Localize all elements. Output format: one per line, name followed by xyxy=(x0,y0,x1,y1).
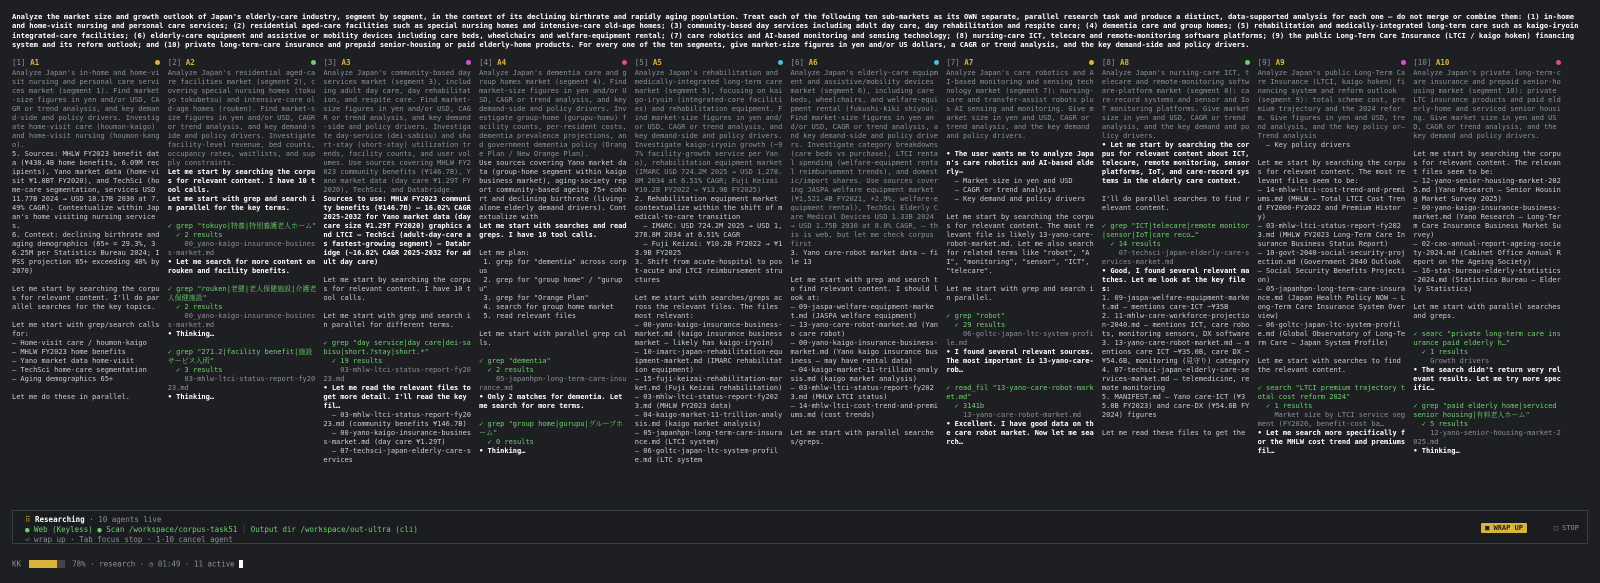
tool-call: ✓ grep "dementia" xyxy=(479,357,551,365)
tool-result-file: 03-mhlw-ltci-status-report-fy2023.md xyxy=(323,366,471,383)
log-text: 2. Rehabilitation equipment market contextualize within the shift of medical-to-care transition – IMARC: USD 724.2M 2025 → USD 1,278.8M 2034 at 6.51% CAGR – Fuji Keizai: ¥10.2B FY2022 → ¥13.9B FY2025 3. Shift from acute-hospital to post-acute and LTCI reimbursement structures xyxy=(634,195,783,284)
agent-log xyxy=(791,69,941,485)
log-text: Let me start by searching the corpus for relevant content. The most relevant files seem to be: – 14-mhlw-ltci-cost-trend-and-premiums.md (MHLW – Total LTCI Cost Trend FY2000-FY2022 and Premium History) – 03-mhlw-ltci-status-report-fy2023.md (MHLW FY2023 Long-Term Care Insurance Business Status Report) – 10-govt-2040-social-security-projection.md (Government 2040 Outlook – Social Security Benefits Projection) – 05-japanhpn-long-term-care-insurance.md (Japan Health Policy NOW – Long-Term Care Insurance System Overview) – 06-goltc-japan-ltc-system-profile.md (Global Observatory of Long-Term Care – Japan System Profile) xyxy=(1257,159,1406,347)
agent-log xyxy=(635,69,785,485)
log-spacer xyxy=(1102,420,1252,429)
task-description: Analyze Japan's private long-term-care insurance and prepaid senior-housing market (segment 10): private LTC insurance products and paid elderly-home and serviced senior housing. Give market size in yen and USD, CAGR or trend analysis, and the key demand and policy drivers. xyxy=(1413,69,1561,140)
log-spacer xyxy=(479,321,629,330)
log-text: Let me start with parallel searches/greps. xyxy=(790,429,934,446)
log-spacer xyxy=(1102,213,1252,222)
tool-call: ✓ search "LTCI premium trajectory total cost reform 2024" xyxy=(1257,384,1406,401)
log-message: • Let me search for more content on rouken and facility benefits. xyxy=(167,258,320,275)
agent-index: [4] xyxy=(479,58,493,67)
tool-result-file: 12-yano-senior-housing-market-2025.md xyxy=(1413,429,1561,446)
divider: │ xyxy=(241,525,247,534)
agent-log xyxy=(12,69,162,485)
status-line-1 xyxy=(25,515,161,524)
agent-column[interactable] xyxy=(1413,58,1566,486)
tool-result-count: ✓ 2 results xyxy=(479,366,534,374)
status-panel xyxy=(12,510,1588,544)
log-text: 1. 09-jaspa-welfare-equipment-market.md – mentions care-ICT ~¥35B 2. 11-mhlw-care-workforce-projection-2040.md – mentions ICT, care robots, monitoring sensors, DX software 3. 13-yano-care-robot-market.md – mentions care ICT ~¥35.0B, care DX ~¥54.6B, monitoring (見守り) category 4. 07-techsci-japan-elderly-care-services-market.md – telemedicine, remote monitoring 5. MANIFEST.md – Yano care-ICT (¥35.0B FY2023) and care-DX (¥54.6B FY2024) figures xyxy=(1101,294,1250,419)
tool-result-count: ✓ 19 results xyxy=(323,357,383,365)
log-spacer xyxy=(168,339,318,348)
log-spacer xyxy=(946,303,1096,312)
log-message: • Excellent. I have good data on the care robot market. Now let me search… xyxy=(946,420,1094,446)
log-spacer xyxy=(1413,141,1563,150)
tool-result-count: ✓ 29 results xyxy=(946,321,1006,329)
log-spacer xyxy=(12,384,162,393)
task-description: Analyze Japan's public Long-Term Care Insurance (LTCI, kaigo hoken) financing system and reform outlook (segment 9): total scheme cost, premium trajectory and the 2024 reform. Give figures in yen and USD, trend analysis, and the key policy or– Trend analysis xyxy=(1257,69,1410,140)
log-spacer xyxy=(635,285,785,294)
tool-call: ✓ grep "tokuyo|特養|特別養護老人ホーム" xyxy=(167,222,317,230)
agent-log xyxy=(1258,69,1408,485)
log-spacer xyxy=(479,240,629,249)
agent-header[interactable] xyxy=(791,58,941,69)
log-spacer xyxy=(168,276,318,285)
agent-header[interactable] xyxy=(946,58,1096,69)
tool-result-count: ✓ 3 results xyxy=(167,366,223,374)
log-text: 3. Yano care-robot market data – file 13 xyxy=(790,249,939,266)
agent-name: A4 xyxy=(497,58,507,67)
log-text: Let me do these in parallel. xyxy=(12,393,131,401)
user-prompt: Analyze the market size and growth outlook of Japan's elderly-care industry, segment by segment, in the context of its declining birthrate and rapidly aging population. Treat each of the following ten sub-markets as its OWN separate, parallel research task and produce a distinct, data-supported analysis for each one — do not merge or combine them: (1) in-home and home-visit nursing and personal care services; (2) residential aged-care facilities such as special nursing homes and intensive-care old-age homes; (3) community-based day services including adult day care, day rehabilitation and respite care; (4) dementia care and group homes; (5) rehabilitation and medically-integrated long-term care such as kaigo-iryoin integrated-care facilities; (6) elderly-care equipment and assistive or mobility devices including care beds, wheelchairs and welfare-equipment rental; (7) care robotics and AI-based monitoring and sensing technology; (8) nursing-care ICT, telecare and remote-monitoring software platforms; (9) the public Long-Term Care Insurance (LTCI / kaigo hoken) financing system and its reform outlook; and (10) private long-term-care insurance and prepaid senior-housing or paid elderly-home products. For every one of the ten segments, give market-size figures in yen and/or US dollars, a CAGR or trend analysis, and the key demand-side and policy drivers. xyxy=(12,12,1579,50)
agent-log xyxy=(946,69,1096,485)
tool-result-file: 00_yano-kaigo-insurance-business-market.md xyxy=(167,240,316,257)
tool-call: ✓ grep "robot" xyxy=(946,312,1006,320)
spinner-icon: ⠿ xyxy=(25,515,31,524)
tool-call: ✓ grep "rouken|老健|老人保健施設|介護老人保健施設" xyxy=(167,285,317,302)
agent-index: [9] xyxy=(1257,58,1272,67)
task-description: Analyze Japan's care robotics and AI-based monitoring and sensing technology market (segment 7): nursing-care and transfer-assist robots plus AI sensing and monitoring. Give market size in yen and USD, CAGR or trend analysis, and the key demand and policy drivers. xyxy=(946,69,1094,140)
tool-result-count: ✓ 2 results xyxy=(167,231,223,239)
thinking-indicator: • Thinking… xyxy=(1413,447,1460,455)
log-spacer xyxy=(323,303,473,312)
tool-result-count: ✓ 2 results xyxy=(167,303,223,311)
agent-log xyxy=(1102,69,1252,485)
log-spacer xyxy=(946,204,1096,213)
log-text: Use sources covering Yano market data (group-home segment within kaigo business market), aging-society report community-based ageing 75+ cohort and declining birthrate (living-alone elderly demand drivers). Contextualize with xyxy=(479,159,631,221)
status-line-2 xyxy=(25,525,418,534)
status-dot-icon xyxy=(466,60,471,65)
agent-index: [8] xyxy=(1101,58,1116,67)
task-description: Analyze Japan's nursing-care ICT, telecare and remote-monitoring software-platform market (segment 8): care-record systems and sensor and IoT monitoring platforms. Give market size in yen and USD, CAGR or trend analysis, and the key demand and policy drivers. xyxy=(1101,69,1254,140)
tool-call: ✓ grep "271.2|facility benefit|施設サービス入所" xyxy=(167,348,313,365)
agent-name: A6 xyxy=(808,58,818,67)
tool-result-file: 07-techsci-japan-elderly-care-services-market.md xyxy=(1101,249,1250,266)
log-spacer xyxy=(946,375,1096,384)
log-text: Let me start with parallel grep calls. xyxy=(479,330,627,347)
context-progress-bar xyxy=(29,560,65,568)
log-text: Let me start with parallel searches and greps. xyxy=(1413,303,1566,320)
log-text: Let me start with grep and search to find relevant content. I should look at: – 09-jaspa-welfare-equipment-market.md (JASPA welfare equipment) – 13-yano-care-robot-market.md (Yano care robot) – 00-yano-kaigo-insurance-business-market.md (Yano kaigo insurance business – may have rental data) – 04-kaigo-market-11-trillion-analysis.md (kaigo market analysis) – 03-mhlw-ltci-status-report-fy2023.md (MHLW LTCI status) – 14-mhlw-ltci-cost-trend-and-premiums.md (cost trends) xyxy=(790,276,939,419)
context-percent: 78% xyxy=(72,559,86,569)
web-indicator: ● Web (Keyless) xyxy=(25,525,93,534)
log-message: • The user wants me to analyze Japan's care robotics and AI-based elderly– xyxy=(946,150,1094,176)
agent-log xyxy=(479,69,629,485)
context-progress-fill xyxy=(29,560,57,568)
agent-header[interactable] xyxy=(323,58,473,69)
agent-header[interactable] xyxy=(635,58,785,69)
log-text: Let me start with searches/greps across the relevant files. The files most relevant: – 00-yano-kaigo-insurance-business-market.md (kaigo insurance business market – likely has kaigo-iryoin) – 10-imarc-japan-rehabilitation-equipment-market.md (IMARC rehabilitation equipment) – 15-fuji-keizai-rehabilitation-market.md (Fuji Keizai rehabilitation) – 03-mhlw-ltci-status-report-fy2023.md (MHLW FY2023 data) – 04-kaigo-market-11-trillion-analysis.md (kaigo market analysis) – 05-japanhpn-long-term-care-insurance.md (LTCI system) – 06-goltc-japan-ltc-system-profile.md (LTC system xyxy=(634,294,783,464)
tool-call: ✓ searc "private long-term care insurance paid elderly h…" xyxy=(1413,330,1561,347)
tool-result-count: ✓ 3141b xyxy=(946,402,985,410)
agent-index: [5] xyxy=(634,58,649,67)
keyboard-hints: ⏎ wrap up · Tab focus stop · 1-10 cancel agent xyxy=(25,535,233,544)
tool-result-count: ✓ 5 results xyxy=(1413,420,1469,428)
agent-header[interactable] xyxy=(1258,58,1408,69)
agent-name: A8 xyxy=(1119,58,1129,67)
agent-column[interactable] xyxy=(12,58,162,486)
status-dot-icon xyxy=(1245,60,1250,65)
agents-live-count: · 10 agents live xyxy=(89,515,162,524)
log-spacer xyxy=(12,276,162,285)
tool-call: ✓ grep "ICT|telecare|remote monitor|sensor|IoT|care reco…" xyxy=(1101,222,1250,239)
agent-column[interactable] xyxy=(168,58,318,486)
agent-columns xyxy=(12,58,1588,488)
tool-result-count: ✓ 1 results xyxy=(1257,402,1313,410)
log-text: I'll do parallel searches to find relevant content. xyxy=(1101,195,1250,212)
agent-index: [1] xyxy=(12,58,26,67)
status-dot-icon xyxy=(155,60,160,65)
tool-call: ✓ read_fil "13-yano-care-robot-market.md" xyxy=(946,384,1094,401)
log-message: • Let me start by searching the corpus for relevant content about ICT, telecare, remote monitoring, sensor platforms, IoT, and care-record systems in the elderly care context. xyxy=(1101,141,1254,185)
agent-header[interactable] xyxy=(12,58,162,69)
log-text: Let me start by searching the corpus for relevant content. I'll do parallel searches for the key topics. xyxy=(12,285,160,311)
status-dot-icon xyxy=(1401,60,1406,65)
log-message: • Good, I found several relevant matches. Let me look at the key files: xyxy=(1101,267,1250,293)
status-dot-icon xyxy=(778,60,783,65)
agent-log xyxy=(168,69,318,485)
log-text: Let me plan: 1. grep for "dementia" across corpus 2. grep for "group home" / "gurupu" 3. grep for "Orange Plan" 4. search for group home market 5. read relevant files xyxy=(479,249,627,320)
log-message: Let me start with grep and search in parallel for the key terms. xyxy=(167,195,316,212)
agent-log xyxy=(1413,69,1566,485)
agent-column[interactable] xyxy=(1102,58,1252,486)
task-description: Analyze Japan's elderly-care equipment and assistive/mobility devices market (segment 6), including care beds, wheelchairs, and welfare-equipment rental (fukushi-kiki shiyou). Find market-size figures in yen and/or USD, CAGR or trend analysis, and key demand-side and policy drivers. Investigate category breakdowns (care beds vs purchase), LTCI rental spending (welfare-equipment rental reimbursement trends), and domestic/import shares. Use sources covering JASPA welfare equipment market (¥1,521.4B FY2021, +2.9%, welfare-equipment rental), TechSci Elderly Care Medical Devices USD 1.33B 2024 → USD 1.75B 2030 at 8.0% CAGR, – this is web, but let me check corpus first xyxy=(790,69,943,248)
status-dot-icon xyxy=(622,60,627,65)
agent-log xyxy=(323,69,476,485)
log-text: Let me start by searching the corpus for relevant content. The relevant files seem to be: – 12-yano-senior-housing-market-2025.md (Yano Research – Senior Housing Market Survey 2025) – 00-yano-kaigo-insurance-business-market.md (Yano Research – Long-Term Care Insurance Business Market Survey) – 02-cao-annual-report-ageing-society-2024.md (Cabinet Office Annual Report on the Ageing Society) – 16-stat-bureau-elderly-statistics-2024.md (Statistics Bureau – Elderly Statistics) xyxy=(1413,150,1561,293)
status-dot-icon xyxy=(1089,60,1094,65)
log-spacer xyxy=(946,276,1096,285)
task-description: Analyze Japan's rehabilitation and medically-integrated long-term care market (segment 5), focusing on kaigo-iryoin (integrated-care facilities) and rehabilitation equipment. Find market-size figures in yen and/or USD, CAGR or trend analysis, and key demand-side and policy drivers. Investigate kaigo-iryoin growth (~97% facility-growth service per Yano), rehabilitation equipment market (IMARC USD 724.2M 2025 → USD 1,278.8M 2034 at 6.51% CAGR; Fuji Keizai ¥10.2B FY2022 → ¥13.9B FY2025) xyxy=(634,69,787,194)
log-message: • Let me search more specifically for the MHLW cost trend and premiums fil… xyxy=(1257,429,1410,455)
log-text: Let me start with grep and search in parallel. xyxy=(946,285,1094,302)
status-dot-icon xyxy=(934,60,939,65)
agent-header[interactable] xyxy=(479,58,629,69)
scan-indicator: ● Scan /workspace/corpus-task51 xyxy=(97,525,238,534)
log-spacer xyxy=(168,213,318,222)
log-spacer xyxy=(791,267,941,276)
log-spacer xyxy=(479,348,629,357)
log-text: Let me read these files to get the xyxy=(1101,429,1246,437)
task-description: Analyze Japan's in-home and home-visit nursing and personal care services market (segment 1). Find market-size figures in yen and/or USD, CAGR or trend analysis, and key demand-side and policy drivers. Investigate home-visit care (houmon-kaigo) and home-visit nursing (houmon-kango). xyxy=(12,69,160,149)
wrap-up-button[interactable]: ■ WRAP UP xyxy=(1481,523,1527,533)
agent-header[interactable] xyxy=(1102,58,1252,69)
agent-name: A5 xyxy=(652,58,662,67)
tool-result-file: 03-mhlw-ltci-status-report-fy2023.md xyxy=(167,375,316,392)
footer-details: · research · ◷ 01:49 · 11 active xyxy=(90,559,235,569)
text-cursor[interactable] xyxy=(239,560,243,568)
tool-result-file: 05-japanhpn-long-term-care-insurance.md xyxy=(479,375,627,392)
agent-index: [2] xyxy=(167,58,182,67)
log-spacer xyxy=(1102,186,1252,195)
status-title: Researching xyxy=(35,515,85,524)
tool-result-count: ✓ 1 results xyxy=(1413,348,1469,356)
output-dir: Output dir /workspace/out-ultra (cli) xyxy=(250,525,418,534)
agent-name: A1 xyxy=(30,58,40,67)
log-spacer xyxy=(946,141,1096,150)
log-message: Let me start with searches and read greps. I have 10 tool calls. xyxy=(479,222,631,239)
thinking-indicator: • Thinking… xyxy=(479,447,526,455)
log-text: – Key policy drivers xyxy=(1257,141,1351,149)
log-text: Let me start with grep/search calls for: – Home-visit care / houmon-kaigo – MHLW FY2023 home benefits – Yano market data home-visit – TechSci home-care segmentation – Aging demographics 65+ xyxy=(12,321,160,383)
agent-index: [6] xyxy=(790,58,805,67)
tool-result-file: Growth drivers xyxy=(1413,357,1490,365)
status-dot-icon xyxy=(1556,60,1561,65)
log-message: • The search didn't return very relevant results. Let me try more specific… xyxy=(1413,366,1561,392)
log-spacer xyxy=(1413,294,1563,303)
log-text: Let me start by searching the corpus for relevant content. I have 10 tool calls. xyxy=(323,276,471,302)
log-text: 5. Sources: MHLW FY2023 benefit data (¥438.4B home benefits, 6.09M recipients), Yano market data (home-visit ¥1.0BT FY2020), and TechSci (home-care segmentation, services USD 11.77B 2024 → USD 18.17B 2030 at 7.49% CAGR). Contextualize within Japan's home visiting nursing services. xyxy=(12,150,160,230)
log-text: Let me start by searching the corpus for relevant content. The most relevant file is likely 13-yano-care-robot-market.md. Let me also search for related terms like "robot", "AI", "monitoring", "sensor", "ICT", "telecare". xyxy=(946,213,1098,275)
log-spacer xyxy=(1258,375,1408,384)
log-text: – 03-mhlw-ltci-status-report-fy2023.md (community benefits ¥146.7B) – 00-yano-kaigo-insurance-business-market.md (day care ¥1.29T) – 07-techsci-japan-elderly-care-services xyxy=(323,411,471,464)
tool-result-file: 00_yano-kaigo-insurance-business-market.md xyxy=(167,312,316,329)
agent-index: [3] xyxy=(323,58,337,67)
tool-result-count: ✓ 14 results xyxy=(1101,240,1161,248)
tool-call: ✓ grep "paid elderly home|serviced senior housing|有料老人ホーム" xyxy=(1413,402,1561,419)
agent-column[interactable] xyxy=(479,58,629,486)
log-text: Let me start with grep and search in parallel for different terms. xyxy=(323,312,471,329)
thinking-indicator: • Thinking… xyxy=(167,330,215,338)
agent-column[interactable] xyxy=(1258,58,1408,486)
thinking-indicator: • Thinking… xyxy=(167,393,215,401)
agent-header[interactable] xyxy=(1413,58,1563,69)
tool-result-file: 06-goltc-japan-ltc-system-profile.md xyxy=(946,330,1094,347)
tool-call: ✓ grep "group home|gurupu|グループホーム" xyxy=(479,420,624,437)
agent-header[interactable] xyxy=(168,58,318,69)
log-spacer xyxy=(12,312,162,321)
agent-name: A9 xyxy=(1275,58,1285,67)
log-spacer xyxy=(479,411,629,420)
log-spacer xyxy=(1413,321,1563,330)
agent-column[interactable] xyxy=(323,58,476,486)
task-description: Analyze Japan's residential aged-care facilities market (segment 2), covering special nursing homes (tokuyo tokubetsu) and intensive-care old-age homes (rouken). Find market-size figures in yen and/or USD, CAGR or trend analysis, and key demand-side and policy drivers. Investigate facility-level revenue, bed counts, occupancy rates, waitlists, and supply constraints. xyxy=(167,69,320,167)
status-dot-icon xyxy=(311,60,316,65)
footer-status-bar xyxy=(12,559,243,569)
task-description: Analyze Japan's dementia care and group homes market (segment 4). Find market-size figures in yen and/or USD, CAGR or trend analysis, and key demand-side and policy drivers. Investigate group-home (gurupu-homu) facility counts, per-resident costs, dementia prevalence projections, and government dementia policy (Orange Plan / New Orange Plan). xyxy=(479,69,631,158)
log-spacer xyxy=(323,330,473,339)
tool-call: ✓ grep "day service|day care|dei-sabisu|short.?stay|short.*" xyxy=(323,339,471,356)
agent-name: A7 xyxy=(964,58,974,67)
tool-result-file: 13-yano-care-robot-market.md xyxy=(946,411,1082,419)
log-text: 6. Context: declining birthrate and aging demographics (65+ = 29.3%, 36.25M per Statistics Bureau 2024; IPSS projection 65+ exceeding 40% by 2070) xyxy=(12,231,164,275)
tool-result-count: ✓ 0 results xyxy=(479,438,534,446)
log-text: Let me start with searches to find the relevant content. xyxy=(1257,357,1406,374)
agent-index: [10] xyxy=(1413,58,1432,67)
agent-name: A3 xyxy=(341,58,351,67)
agent-name: A2 xyxy=(185,58,195,67)
agent-name: A10 xyxy=(1435,58,1450,67)
agent-column[interactable] xyxy=(635,58,785,486)
log-spacer xyxy=(791,420,941,429)
log-spacer xyxy=(1413,393,1563,402)
log-text: – Market size in yen and USD – CAGR or trend analysis – Key demand and policy drivers xyxy=(954,177,1086,203)
agent-column[interactable] xyxy=(946,58,1096,486)
log-spacer xyxy=(1258,150,1408,159)
log-message: • Let me read the relevant files to get more detail. I'll read the key fil… xyxy=(323,384,476,410)
tool-result-file: Market size by LTCI service segment (FY2020, benefit-cost ba… xyxy=(1257,411,1406,428)
context-label: KK xyxy=(12,559,22,569)
agent-column[interactable] xyxy=(791,58,941,486)
log-message: • Only 2 matches for dementia. Let me search for more terms. xyxy=(479,393,627,410)
log-message: Let me start by searching the corpus for relevant content. I have 10 tool calls. xyxy=(167,168,316,194)
agent-index: [7] xyxy=(946,58,960,67)
log-message: • I found several relevant sources. The most important is 13-yano-care-rob… xyxy=(946,348,1098,374)
stop-button[interactable]: □ STOP xyxy=(1553,524,1579,532)
log-spacer xyxy=(1258,348,1408,357)
log-message: Sources to use: MHLW FY2023 community benefits (¥146.7B) — 16.02% CAGR 2025-2032 for Yano market data (day care size ¥1.29T FY2020) graphics and LTCI — TechSci (adult-day-care as fastest-growing segment) — Databridge (~16.02% CAGR 2025-2032 for adult day care) xyxy=(323,195,476,266)
log-spacer xyxy=(323,267,473,276)
task-description: Analyze Japan's community-based day services market (segment 3), including adult day care, day rehabilitation, and respite care. Find market-size figures in yen and/or USD, CAGR or trend analysis, and key demand-side and policy drivers. Investigate day-service (dei-sabisu) and short-stay (short-stay) utilization trends, facility counts, and user volumes. Use sources covering MHLW FY2023 community benefits (¥146.7B), Yano market data (day care ¥1.29T FY2020), TechSci, and Databridge. xyxy=(323,69,476,194)
